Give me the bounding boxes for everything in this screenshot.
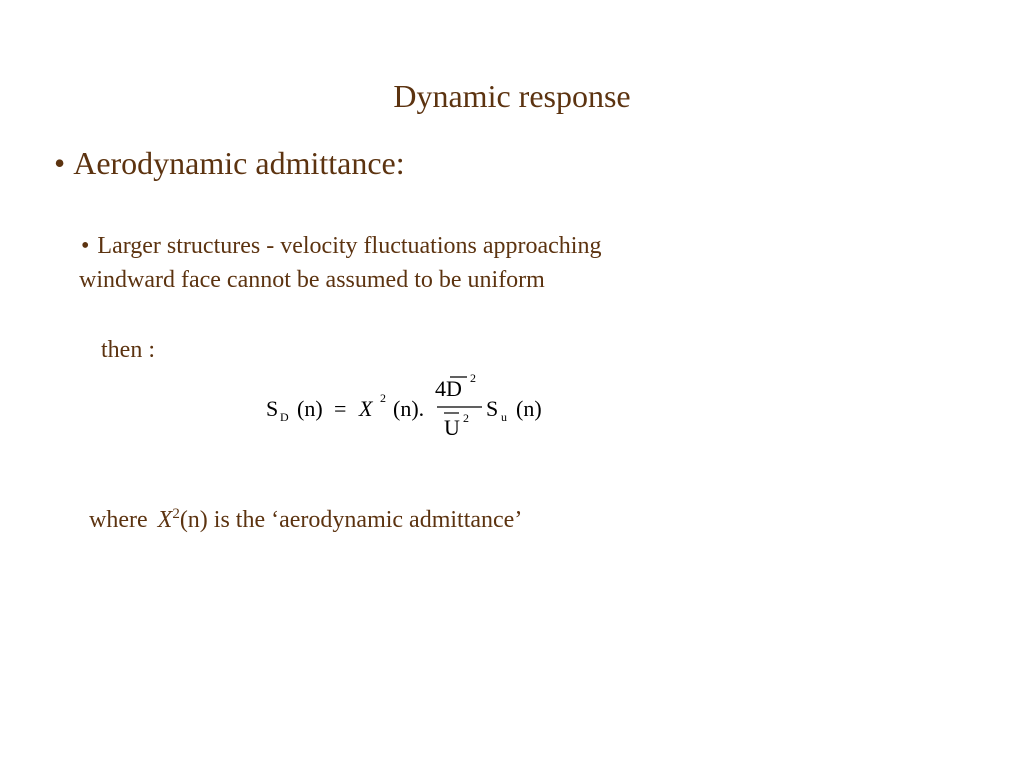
sub-bullet-line-1 xyxy=(79,229,759,263)
bullet-marker: • xyxy=(54,145,66,181)
spectral-density-equation xyxy=(260,364,560,444)
slide-title: Dynamic response xyxy=(393,78,631,114)
eq-lhs-symbol: S xyxy=(266,396,279,421)
eq-admittance-power: 2 xyxy=(380,391,386,405)
where-definition xyxy=(89,503,522,537)
where-suffix: (n) is the ‘aerodynamic admittance’ xyxy=(179,507,523,533)
eq-lhs-argument: (n) xyxy=(297,396,323,421)
where-symbol: X xyxy=(157,507,173,533)
eq-admittance-symbol: X xyxy=(359,396,373,421)
eq-fraction-numerator: 4D xyxy=(435,376,462,401)
sub-bullet-text-1: Larger structures - velocity fluctuations approaching xyxy=(97,233,602,259)
eq-numerator-power: 2 xyxy=(470,371,476,385)
where-prefix: where xyxy=(89,507,148,533)
eq-equals-sign: = xyxy=(334,396,347,421)
bullet-text: Aerodynamic admittance: xyxy=(73,145,405,181)
eq-denominator-power: 2 xyxy=(463,411,469,425)
sub-bullet-larger-structures xyxy=(79,229,759,297)
eq-admittance-argument: (n). xyxy=(393,396,425,421)
sub-bullet-line-2: windward face cannot be assumed to be uniform xyxy=(79,267,545,293)
eq-rhs-argument: (n) xyxy=(516,396,542,421)
bullet-aerodynamic-admittance xyxy=(54,142,405,184)
eq-lhs-subscript: D xyxy=(280,410,289,424)
eq-rhs-symbol: S xyxy=(486,396,499,421)
then-label: then : xyxy=(101,337,155,363)
where-power: 2 xyxy=(172,506,180,522)
sub-bullet-marker: • xyxy=(81,233,90,259)
eq-rhs-subscript: u xyxy=(501,410,507,424)
eq-fraction-denominator: U xyxy=(444,415,460,440)
